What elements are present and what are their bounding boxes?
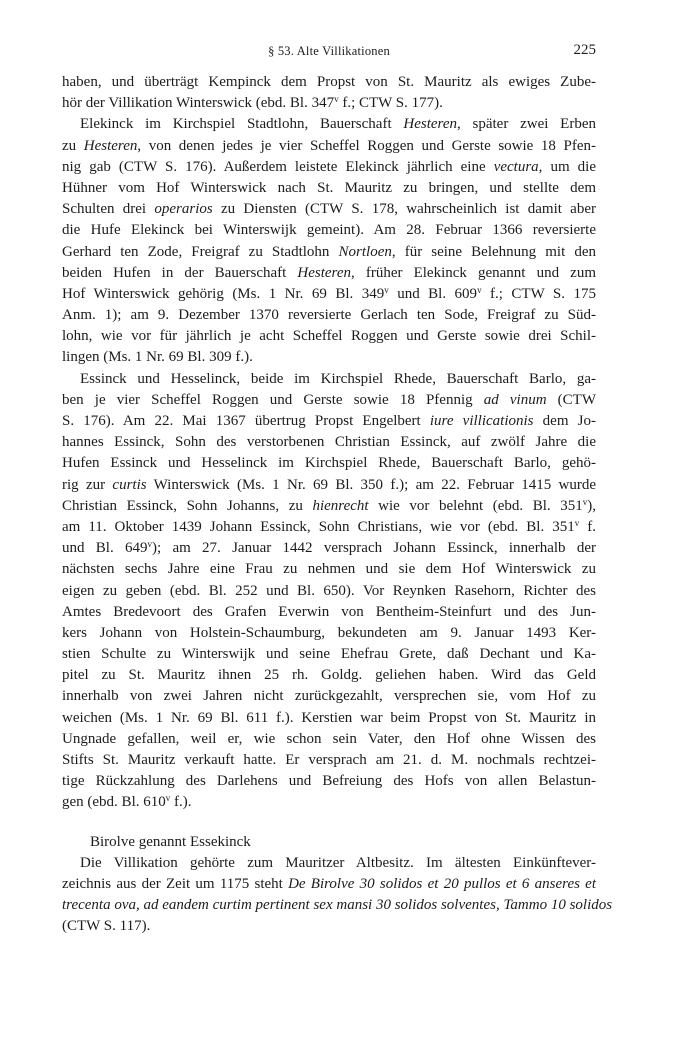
superscript: v: [165, 793, 171, 804]
text-run: Christian Essinck, Sohn Johanns, zu: [62, 497, 313, 514]
text-line: [62, 623, 596, 644]
text-line: [62, 305, 596, 326]
text-line: [62, 771, 596, 792]
text-run: Hühner vom Hof Winterswick nach St. Mauritz zu bringen, und stellte dem: [62, 179, 596, 196]
text-run: , später zwei Erben: [456, 116, 597, 133]
text-run: Gerhard ten Zode, Freigraf zu Stadtlohn: [62, 243, 339, 260]
running-head-title: § 53. Alte Villikationen: [268, 44, 390, 58]
italic-run: operarios: [154, 201, 213, 218]
text-line: [62, 517, 596, 538]
text-run: nächsten sechs Jahre eine Frau zu nehmen und sie dem Hof Winterswick zu: [62, 561, 596, 578]
text-line: [62, 114, 596, 135]
text-run: Anm. 1); am 9. Dezember 1370 reversierte Gerlach ten Sode, Freigraf zu Süd-: [62, 307, 596, 324]
italic-run: vectura: [493, 158, 539, 175]
superscript: v: [582, 496, 588, 507]
text-run: Amtes Bredevoort des Grafen Everwin von Bentheim-Steinfurt und des Jun-: [62, 603, 596, 620]
italic-run: De Birolve 30 solidos et 20 pullos et 6 anseres et: [288, 875, 596, 892]
text-run: beiden Hufen in der Bauerschaft: [62, 264, 298, 281]
text-line: [62, 895, 613, 916]
text-line: [62, 538, 596, 559]
text-line: [62, 581, 596, 602]
text-run: f.: [579, 518, 596, 535]
text-line: [62, 220, 596, 241]
text-run: f.).: [170, 794, 192, 811]
text-run: zu: [62, 137, 84, 154]
text-run: gen (ebd. Bl. 610: [62, 794, 166, 811]
italic-run: Hesteren: [403, 116, 457, 133]
italic-run: Hesteren: [297, 264, 351, 281]
text-line: [62, 475, 596, 496]
text-run: hör der Villikation Winterswick (ebd. Bl. 347: [62, 95, 335, 112]
text-line: [62, 136, 596, 157]
text-line: [62, 178, 596, 199]
superscript: v: [477, 284, 482, 295]
text-line: [62, 792, 596, 813]
italic-run: curtis: [112, 476, 147, 493]
text-run: zeichnis aus der Zeit um 1175 steht: [62, 875, 289, 892]
text-line: [62, 72, 596, 93]
text-line: [62, 916, 596, 937]
text-line: [62, 347, 596, 368]
page-number: 225: [573, 42, 596, 58]
text-run: am 11. Oktober 1439 Johann Essinck, Sohn Christians, wie vor (ebd. Bl. 351: [62, 518, 575, 535]
text-run: ),: [587, 497, 596, 514]
text-run: S. 176). Am 22. Mai 1367 übertrug Propst Engelbert: [62, 413, 430, 429]
section-heading: [62, 832, 596, 853]
text-line: [62, 390, 596, 411]
superscript: v: [334, 94, 339, 105]
text-line: [62, 326, 596, 347]
text-run: eigen zu geben (ebd. Bl. 252 und Bl. 650). Vor Reynken Rasehorn, Richter des: [62, 582, 596, 599]
text-run: Birolve genannt Essekinck: [90, 833, 251, 850]
text-run: pitel zu St. Mauritz ihnen 25 rh. Goldg. geliehen haben. Wird das Geld: [62, 667, 596, 684]
text-line: [62, 369, 596, 390]
text-line: [62, 686, 596, 707]
italic-run: Hesteren: [83, 137, 138, 154]
text-run: Stifts St. Mauritz verkauft hatte. Er versprach am 21. d. M. nochmals rechtzei-: [62, 752, 596, 768]
text-run: Ungnade gefallen, weil er, wie schon sein Vater, den Hof ohne Wissen des: [62, 730, 596, 747]
body-text: [62, 72, 613, 938]
text-run: (CTW S. 117).: [62, 918, 151, 935]
text-run: Hof Winterswick gehörig (Ms. 1 Nr. 69 Bl. 349: [62, 285, 385, 302]
text-line: [62, 93, 596, 114]
italic-run: hienrecht: [312, 497, 369, 514]
superscript: v: [147, 539, 152, 550]
text-run: haben, und überträgt Kempinck dem Propst von St. Mauritz als ewiges Zube-: [62, 74, 596, 90]
text-line: [62, 665, 596, 686]
text-run: und Bl. 609: [388, 285, 478, 302]
italic-run: ad vinum: [483, 391, 547, 408]
italic-run: trecenta ova, ad eandem curtim pertinent sex mansi 30 solidos solventes, Tammo 10 solidos: [62, 897, 613, 914]
text-run: ); am 27. Januar 1442 versprach Johann Essinck, innerhalb der: [152, 540, 596, 557]
text-run: dem Jo-: [533, 413, 596, 429]
italic-run: Nortloen: [338, 243, 392, 260]
text-run: Schulten drei: [62, 201, 155, 218]
superscript: v: [574, 517, 580, 528]
text-line: [62, 453, 596, 474]
text-run: lingen (Ms. 1 Nr. 69 Bl. 309 f.).: [62, 349, 253, 366]
text-run: Winterswick (Ms. 1 Nr. 69 Bl. 350 f.); am 22. Februar 1415 wurde: [146, 476, 596, 493]
text-line: [62, 432, 596, 453]
text-run: nig gab (CTW S. 176). Außerdem leistete Elekinck jährlich eine: [62, 158, 494, 175]
text-run: tige Rückzahlung des Darlehens und Befreiung des Hofs von allen Belastun-: [62, 773, 596, 790]
text-line: [62, 411, 596, 432]
text-line: [62, 263, 596, 284]
text-run: , um die: [538, 158, 596, 175]
text-run: , für seine Belehnung mit den: [391, 243, 596, 260]
superscript: v: [384, 284, 389, 295]
text-run: f.; CTW S. 177).: [338, 95, 443, 112]
text-run: hannes Essinck, Sohn des verstorbenen Christian Essinck, auf zwölf Jahre die: [62, 434, 596, 451]
text-line: [62, 708, 596, 729]
text-run: Essinck und Hesselinck, beide im Kirchspiel Rhede, Bauerschaft Barlo, ga-: [80, 370, 596, 387]
text-line: [62, 853, 596, 874]
text-line: [62, 644, 596, 665]
text-line: [62, 199, 596, 220]
text-run: innerhalb von zwei Jahren nicht zurückgezahlt, versprechen sie, vom Hof zu: [62, 688, 596, 705]
text-line: [62, 750, 596, 771]
running-head: [62, 42, 596, 62]
text-run: , früher Elekinck genannt und zum: [351, 264, 596, 281]
text-line: [62, 559, 596, 580]
text-run: kers Johann von Holstein-Schaumburg, bekundeten am 9. Januar 1493 Ker-: [62, 624, 596, 641]
text-line: [62, 242, 596, 263]
text-run: stien Schulte zu Winterswijk und seine Ehefrau Grete, daß Dechant und Ka-: [62, 646, 596, 663]
text-run: lohn, wie vor für jährlich je acht Scheffel Roggen und Gerste sowie drei Schil-: [62, 328, 596, 345]
italic-run: iure villicationis: [429, 413, 534, 429]
text-line: [62, 157, 596, 178]
text-run: f.; CTW S. 175: [481, 285, 596, 302]
text-run: Die Villikation gehörte zum Mauritzer Altbesitz. Im ältesten Einkünftever-: [80, 854, 596, 871]
text-run: , von denen jedes je vier Scheffel Roggen und Gerste sowie 18 Pfen-: [137, 137, 596, 154]
text-line: [62, 602, 596, 623]
text-run: Elekinck im Kirchspiel Stadtlohn, Bauerschaft: [80, 116, 404, 133]
text-run: weichen (Ms. 1 Nr. 69 Bl. 611 f.). Kerstien war beim Propst von St. Mauritz in: [62, 709, 596, 726]
text-run: zu Diensten (CTW S. 178, wahrscheinlich ist damit aber: [212, 201, 596, 218]
text-run: die Hufe Elekinck bei Winterswijk gemeint). Am 28. Februar 1366 reversierte: [62, 222, 596, 239]
text-run: (CTW: [546, 391, 596, 408]
text-line: [62, 729, 596, 750]
text-run: wie vor belehnt (ebd. Bl. 351: [368, 497, 583, 514]
text-run: und Bl. 649: [62, 540, 148, 557]
text-run: Hufen Essinck und Hesselinck im Kirchspiel Rhede, Bauerschaft Barlo, gehö-: [62, 455, 596, 472]
text-line: [62, 874, 596, 895]
text-line: [62, 284, 596, 305]
text-line: [62, 496, 596, 517]
text-run: rig zur: [62, 476, 113, 493]
text-run: ben je vier Scheffel Roggen und Gerste sowie 18 Pfennig: [62, 391, 484, 408]
